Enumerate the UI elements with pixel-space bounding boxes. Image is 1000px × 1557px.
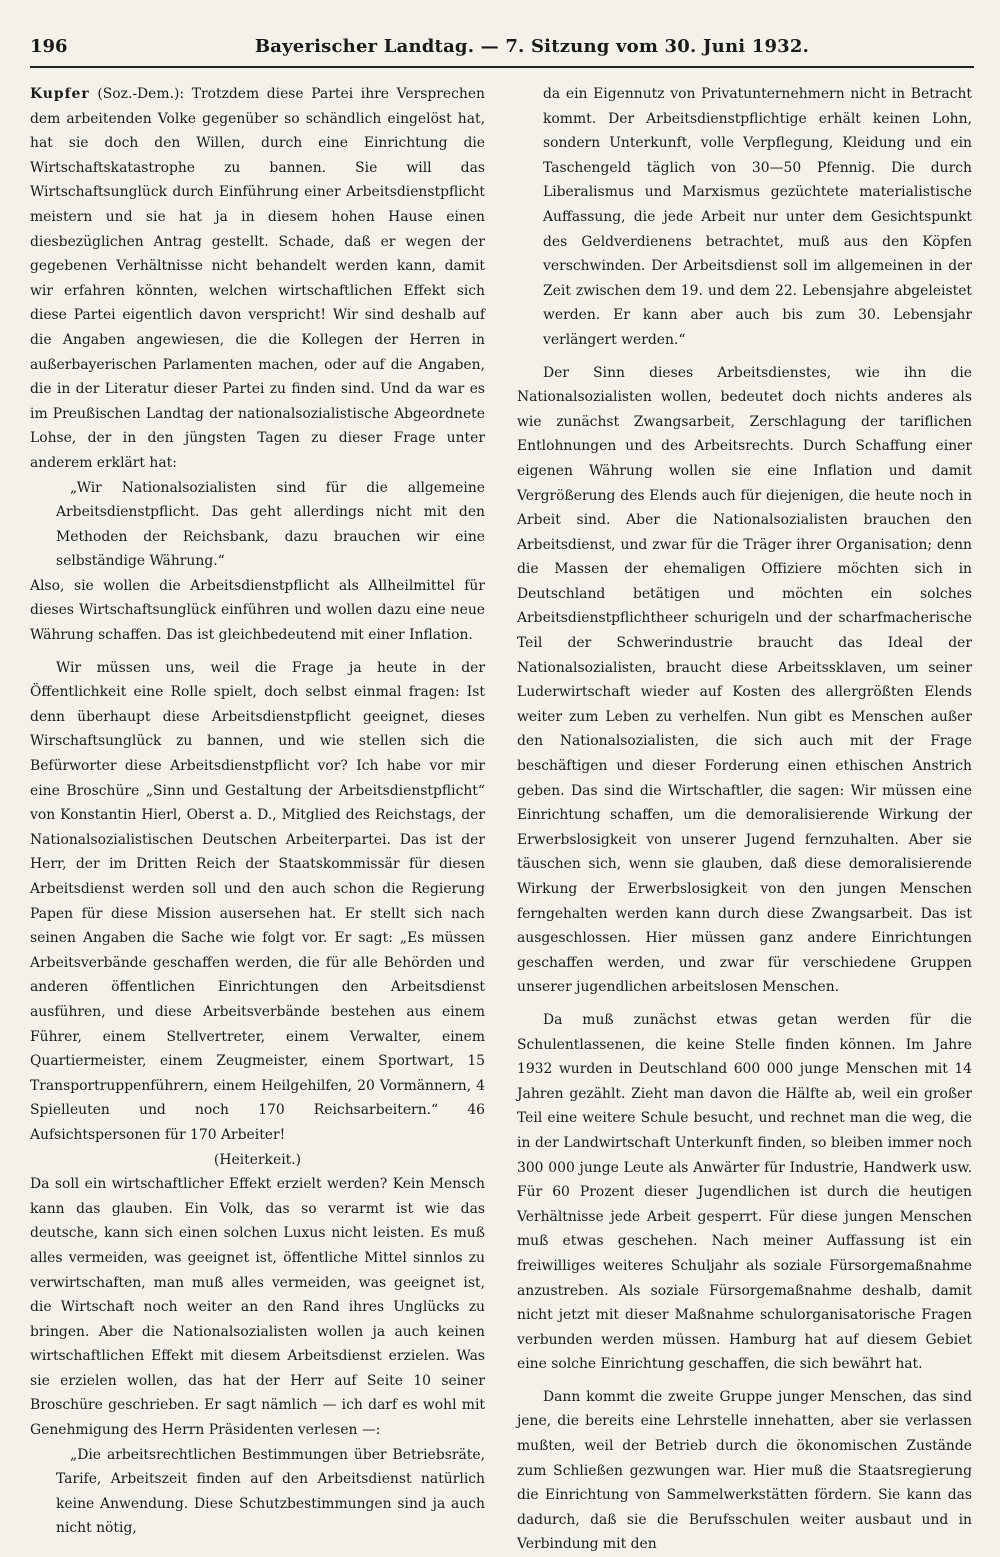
page-header bbox=[30, 36, 974, 68]
left-column bbox=[30, 82, 485, 1541]
speech-paragraph: (Soz.-Dem.): Trotzdem diese Partei ihre Versprechen dem arbeitenden Volke gegenüber so schändlich eingelöst hat, hat sie doch den Willen, durch eine Einrichtung die Wirtschaftskatastrophe zu bannen. Sie will das Wirtschaftsunglück durch Einführung einer Arbeitsdienstpflicht meistern und sie hat ja in diesem hohen Hause einen diesbezüglichen Antrag gestellt. Schade, daß er wegen der gegebenen Verhältnisse nicht behandelt werden kann, damit wir erfahren könnten, welchen wirtschaftlichen Effekt sich diese Partei eigentlich davon verspricht! Wir sind deshalb auf die Angaben angewiesen, die die Kollegen der Herren in außerbayerischen Parlamenten machen, oder auf die Angaben, die in der Literatur dieser Partei zu finden sind. Und da war es im Preußischen Landtag der nationalsozialistische Abgeordnete Lohse, der in den jüngsten Tagen zu dieser Frage unter anderem erklärt hat: bbox=[30, 86, 485, 471]
speech-paragraph: Wir müssen uns, weil die Frage ja heute in der Öffentlichkeit eine Rolle spielt, doch selbst einmal fragen: Ist denn überhaupt diese Arbeitsdienstpflicht geeignet, dieses Wirschaftsunglück zu bannen, und wie stellen sich die Befürworter diese Arbeitsdienstpflicht vor? Ich habe vor mir eine Broschüre „Sinn und Gestaltung der Arbeitsdienstpflicht“ von Konstantin Hierl, Oberst a. D., Mitglied des Reichstags, der Nationalsozialistischen Deutschen Arbeiterpartei. Das ist der Herr, der im Dritten Reich der Staatskommissär für diesen Arbeitsdienst werden soll und den auch schon die Regierung Papen für diese Mission ausersehen hat. Er stellt sich nach seinen Angaben die Sache wie folgt vor. Er sagt: „Es müssen Arbeitsverbände geschaffen werden, die für alle Behörden und anderen öffentlichen Einrichtungen den Arbeitsdienst ausführen, und diese Arbeitsverbände bestehen aus einem Führer, einem Stellvertreter, einem Verwalter, einem Quartiermeister, einem Zeugmeister, einem Sportwart, 15 Transportruppenführern, einem Heilgehilfen, 20 Vormännern, 4 Spielleuten und noch 170 Reichsarbeitern.“ 46 Aufsichtspersonen für 170 Arbeiter! bbox=[30, 659, 485, 1143]
quote-continuation: da ein Eigennutz von Privatunternehmern nicht in Betracht kommt. Der Arbeitsdienstpflichtige erhält keinen Lohn, sondern Unterkunft, volle Verpflegung, Kleidung und ein Taschengeld täglich von 30—50 Pfennig. Die durch Liberalismus und Marxismus gezüchtete materialistische Auffassung, die jede Arbeit nur unter dem Gesichtspunkt des Geldverdienens betrachtet, muß aus den Köpfen verschwinden. Der Arbeitsdienst soll im allgemeinen in der Zeit zwischen dem 19. und dem 22. Lebensjahre abgeleistet werden. Er kann aber auch bis zum 30. Lebensjahr verlängert werden.“ bbox=[543, 86, 972, 348]
speech-paragraph: Da muß zunächst etwas getan werden für die Schulentlassenen, die keine Stelle finden können. Im Jahre 1932 wurden in Deutschland 600 000 junge Menschen mit 14 Jahren gezählt. Zieht man davon die Hälfte ab, weil ein großer Teil eine weitere Schule besucht, und rechnet man die weg, die in der Landwirtschaft Unterkunft finden, so bleiben immer noch 300 000 junge Leute als Anwärter für Industrie, Handwerk usw. Für 60 Prozent dieser Jugendlichen ist durch die heutigen Verhältnisse jede Arbeit gesperrt. Für diese jungen Menschen muß etwas geschehen. Nach meiner Auffassung ist ein freiwilliges weiteres Schuljahr als soziale Fürsorgemaßnahme anzustreben. Als soziale Fürsorgemaßnahme deshalb, damit nicht jetzt mit dieser Maßnahme schulorganisatorische Fragen verbunden werden müssen. Hamburg hat auf diesem Gebiet eine solche Einrichtung geschaffen, die sich bewährt hat. bbox=[517, 1011, 972, 1373]
interjection: (Heiterkeit.) bbox=[213, 1151, 302, 1168]
running-title: Bayerischer Landtag. — 7. Sitzung vom 30. Juni 1932. bbox=[254, 36, 810, 57]
speech-paragraph: Der Sinn dieses Arbeitsdienstes, wie ihn die Nationalsozialisten wollen, bedeutet doch nichts anderes als wie zunächst Zwangsarbeit, Zerschlagung der tariflichen Entlohnungen und des Arbeitsrechts. Durch Schaffung einer eigenen Währung wollen sie eine Inflation und damit Vergrößerung des Elends auch für diejenigen, die heute noch in Arbeit sind. Aber die Nationalsozialisten brauchen den Arbeitsdienst, und zwar für die Träger ihrer Organisation; denn die Massen der ehemaligen Offiziere möchten sich in Deutschland betätigen und möchten ein solches Arbeitsdienstpflichtheer schurigeln und der scharfmacherische Teil der Schwerindustrie braucht das Ideal der Nationalsozialisten, braucht diese Arbeitssklaven, um seiner Luderwirtschaft wieder auf Kosten des allergrößten Elends weiter zum Leben zu verhelfen. Nun gibt es Menschen außer den Nationalsozialisten, die sich auch mit der Frage beschäftigen und dieser Forderung einen ethischen Anstrich geben. Das sind die Wirtschaftler, die sagen: Wir müssen eine Einrichtung schaffen, um die demoralisierende Wirkung der Erwerbslosigkeit von unserer Jugend fernzuhalten. Aber sie täuschen sich, wenn sie glauben, daß diese demoralisierende Wirkung der Erwerbslosigkeit von den jungen Menschen ferngehalten werden kann durch diese Zwangsarbeit. Das ist ausgeschlossen. Hier müssen ganz andere Einrichtungen geschaffen werden, und zwar für verschiedene Gruppen unserer jugendlichen arbeitslosen Menschen. bbox=[517, 364, 972, 996]
quote-block: „Wir Nationalsozialisten sind für die allgemeine Arbeitsdienstpflicht. Das geht allerdings nicht mit den Methoden der Reichsbank, dazu brauchen wir eine selbständige Währung.“ bbox=[56, 479, 485, 570]
quote-block: „Die arbeitsrechtlichen Bestimmungen über Betriebsräte, Tarife, Arbeitszeit finden auf den Arbeitsdienst natürlich keine Anwendung. Diese Schutzbestimmungen sind ja auch nicht nötig, bbox=[56, 1446, 485, 1537]
speech-paragraph: Da soll ein wirtschaftlicher Effekt erzielt werden? Kein Mensch kann das glauben. Ein Volk, das so verarmt ist wie das deutsche, kann sich einen solchen Luxus nicht leisten. Es muß alles vermeiden, was geeignet ist, öffentliche Mittel sinnlos zu verwirtschaften, man muß alles vermeiden, was geeignet ist, die Wirtschaft noch weiter an den Rand ihres Unglücks zu bringen. Aber die Nationalsozialisten wollen ja auch keinen wirtschaftlichen Effekt mit diesem Arbeitsdienst erzielen. Was sie erzielen wollen, das hat der Herr auf Seite 10 seiner Broschüre geschrieben. Er sagt nämlich — ich darf es wohl mit Genehmigung des Herrn Präsidenten verlesen —: bbox=[30, 1176, 485, 1439]
right-column bbox=[517, 82, 972, 1557]
speech-opening bbox=[30, 82, 485, 476]
page-number: 196 bbox=[30, 36, 68, 57]
speech-paragraph: Dann kommt die zweite Gruppe junger Menschen, das sind jene, die bereits eine Lehrstelle innehatten, aber sie verlassen mußten, weil der Betrieb durch die ökonomischen Zustände zum Schließen gezwungen war. Hier muß die Staatsregierung die Einrichtung von Sammelwerkstätten fördern. Sie kann das dadurch, daß sie die Berufsschulen weiter ausbaut und in Verbindung mit den bbox=[517, 1388, 972, 1553]
speech-paragraph: Also, sie wollen die Arbeitsdienstpflicht als Allheilmittel für dieses Wirtschaftsunglück einführen und wollen dazu eine neue Währung schaffen. Das ist gleichbedeutend mit einer Inflation. bbox=[30, 577, 485, 644]
speaker-name: Kupfer bbox=[30, 86, 90, 102]
